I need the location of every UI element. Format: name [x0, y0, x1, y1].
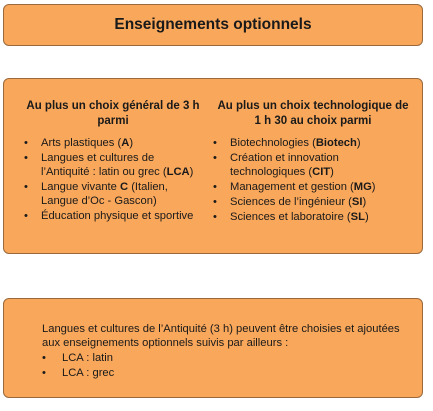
list-item: • Sciences et laboratoire (SL) — [213, 210, 413, 224]
note-text: Langues et cultures de l’Antiquité (3 h) peuvent être choisies et ajoutées aux enseignements optionnels suivis par ailleurs : — [42, 323, 400, 349]
note-list — [42, 351, 412, 380]
list-item: • Arts plastiques (A) — [24, 136, 202, 150]
list-item: • Éducation physique et sportive — [24, 209, 202, 223]
list-item: • Management et gestion (MG) — [213, 180, 413, 194]
list-item: • Biotechnologies (Biotech) — [213, 136, 413, 150]
list-item: • LCA : latin — [42, 351, 412, 365]
list-item: • Langue vivante C (Italien, Langue d’Oc - Gascon) — [24, 180, 202, 208]
list-item: • LCA : grec — [42, 366, 412, 380]
list-item: • Création et innovation technologiques (CIT) — [213, 151, 413, 179]
title-banner — [3, 4, 423, 46]
general-choice-column — [24, 99, 202, 224]
note-content — [42, 322, 412, 381]
general-choice-heading: Au plus un choix général de 3 h parmi — [26, 100, 200, 127]
technological-choice-heading: Au plus un choix technologique de 1 h 30 au choix parmi — [217, 100, 409, 127]
technological-choice-list — [213, 136, 413, 224]
list-item: • Langues et cultures de l’Antiquité : latin ou grec (LCA) — [24, 151, 202, 179]
technological-choice-column — [213, 99, 413, 225]
page-title: Enseignements optionnels — [114, 16, 312, 33]
general-choice-list — [24, 136, 202, 223]
list-item: • Sciences de l’ingénieur (SI) — [213, 195, 413, 209]
choices-panel — [3, 78, 423, 254]
note-panel — [3, 298, 423, 398]
